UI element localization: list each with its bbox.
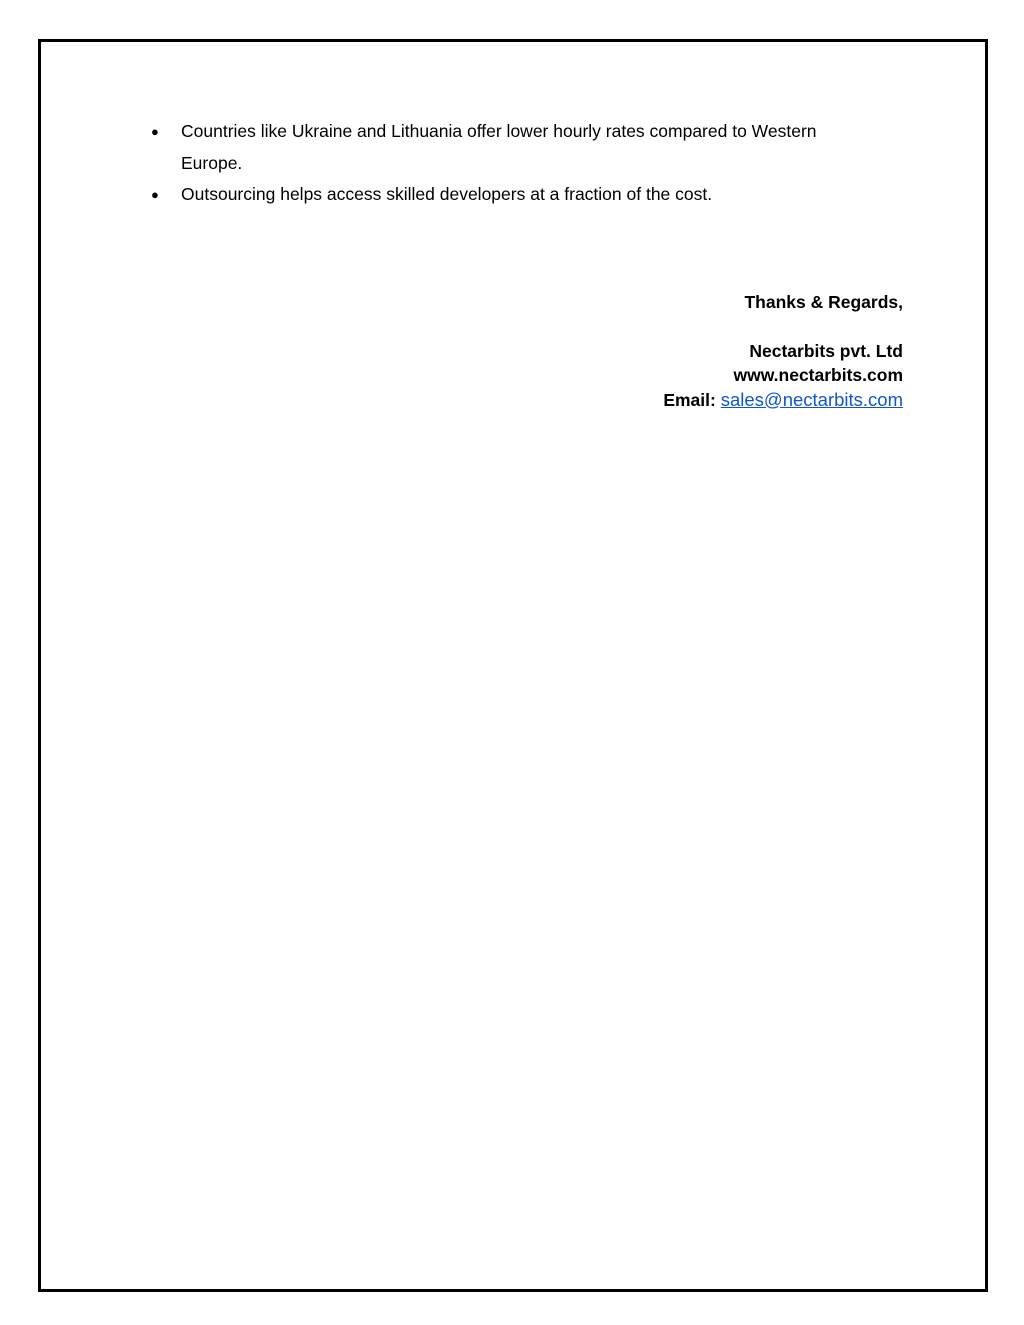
page-border xyxy=(38,39,988,1292)
closing-text: Thanks & Regards, xyxy=(744,292,903,312)
bullet-icon: ● xyxy=(151,187,159,202)
email-link[interactable]: sales@nectarbits.com xyxy=(720,388,903,410)
bullet-list xyxy=(150,116,870,211)
bullet-text: Countries like Ukraine and Lithuania offer lower hourly rates compared to Western Europe. xyxy=(181,121,817,173)
list-item xyxy=(150,179,870,211)
list-item xyxy=(150,116,870,179)
email-line xyxy=(663,388,903,413)
bullet-icon: ● xyxy=(151,124,159,139)
email-label: Email: xyxy=(663,389,716,410)
signature-block xyxy=(663,290,903,412)
website-text: www.nectarbits.com xyxy=(733,365,903,385)
bullet-text: Outsourcing helps access skilled developers at a fraction of the cost. xyxy=(181,184,713,204)
signature-spacer xyxy=(663,315,903,339)
company-name: Nectarbits pvt. Ltd xyxy=(749,340,903,361)
